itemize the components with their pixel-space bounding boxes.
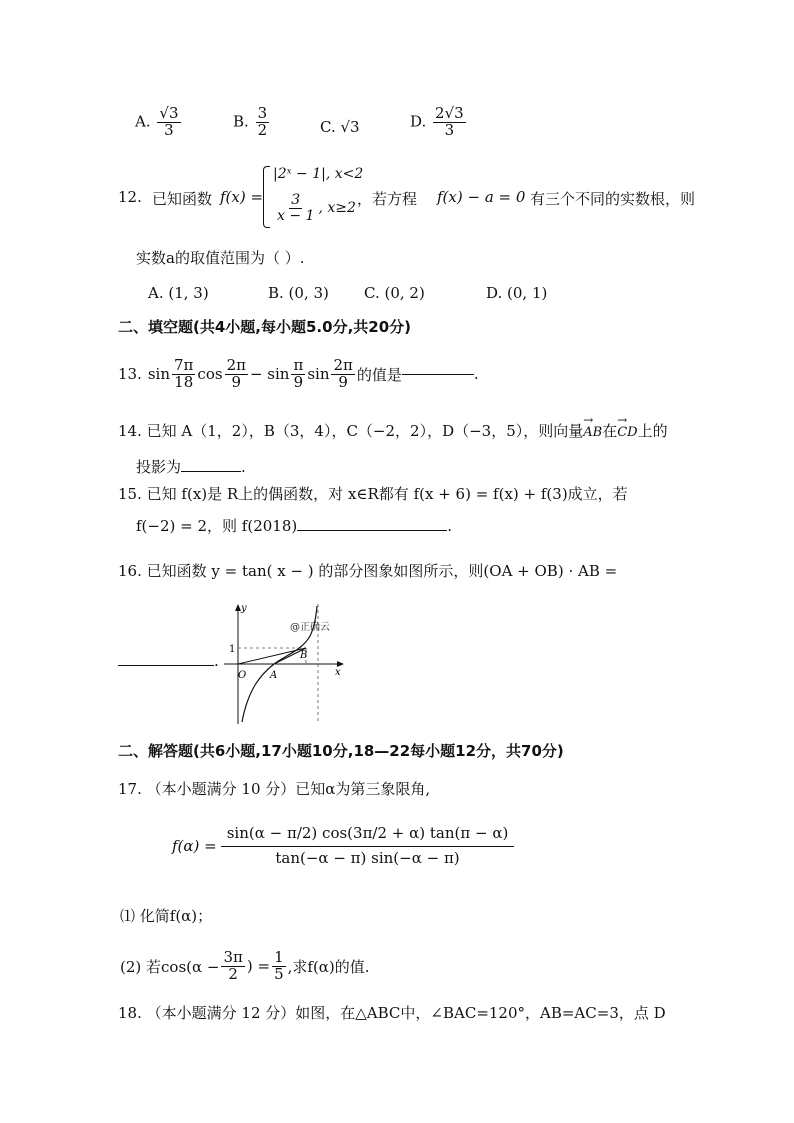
q14-number: 14. [118,422,142,440]
watermark-text: @正确云 [290,622,330,633]
q11-option-a-fraction: $\frac{√3}{3}$ [159,104,179,139]
q16-number: 16. [118,562,142,580]
q12-case1: |2ˣ − 1|, x<2 [273,166,364,182]
q17-intro: 17. （本小题满分 10 分）已知α为第三象限角, [118,780,431,798]
label-one: 1 [229,644,236,655]
q16-answer: . [118,652,219,670]
q12-line2: 实数a的取值范围为（ ）. [136,249,305,267]
section-solution-heading: 二、解答题(共6小题,17小题10分,18—22每小题12分，共70分) [118,742,564,760]
q12-equation: f(x) − a = 0 [437,188,526,206]
q11-option-a-label: A. [135,112,151,131]
q12-suffix: 有三个不同的实数根，则 [530,190,696,208]
q11-option-b-fraction: $\frac{3}{2}$ [257,104,268,139]
q11-option-b-label: B. [233,112,249,131]
q12-option-b: B. (0, 3) [268,284,329,302]
q12-option-a: A. (1, 3) [148,284,209,302]
q13-number: 13. [118,365,142,384]
q12-function: f(x) = [220,188,264,206]
q12-case2-fraction: $\frac{3}{x - 1}$ [277,192,315,224]
q14-line2: 投影为 . [136,458,246,476]
q16-line1: 16. 已知函数 y = tan( x − ) 的部分图象如图所示，则(OA + OB) · AB = [118,562,618,580]
q12-prefix: 已知函数 [152,190,213,208]
q17-denominator: tan(−α − π) sin(−α − π) [275,848,460,867]
q17-part2: (2) 若cos(α − $\frac{3\pi}{2}$ ) = $\frac{1}{5}$ ,求f(α)的值. [120,948,370,983]
q12-option-c: C. (0, 2) [364,284,425,302]
q11-option-c-value: √3 [340,118,360,136]
q13-answer-blank[interactable] [402,374,474,375]
section-fill-in-heading: 二、填空题(共4小题,每小题5.0分,共20分) [118,318,411,336]
segment-ob [238,648,306,664]
q17-part2-value-fraction: $\frac{1}{5}$ [274,948,284,983]
q13-frac3: $\frac{\pi}{9}$ [293,356,304,391]
q11-option-d [410,106,468,139]
vector-cd: → CD [617,425,637,440]
q12-brace [263,166,270,228]
q18-number: 18. [118,1004,142,1022]
q16-answer-blank[interactable] [118,665,214,666]
label-a: A [270,670,278,681]
q13-frac4: $\frac{2\pi}{9}$ [333,356,353,391]
q17-formula [172,822,516,871]
q15-number: 15. [118,485,142,503]
q13-frac2: $\frac{2\pi}{9}$ [226,356,246,391]
q11-option-c-label: C. [320,118,336,136]
q17-part1: ⑴ 化简f(α)； [120,907,213,925]
q12-case2: $\frac{3}{x - 1}$ , x≥2 [277,192,356,224]
q14-line1: 14. 已知 A（1，2），B（3，4），C（−2，2），D（−3，5），则向量→ AB在→ CD上的 [118,420,668,441]
q15-answer-blank[interactable] [297,530,447,531]
q16-tangent-graph [222,600,350,726]
q17-part2-angle-fraction: $\frac{3\pi}{2}$ [223,948,243,983]
label-y: y [241,603,247,614]
q11-option-b [233,106,271,139]
q17-main-fraction [221,822,515,871]
q15-line1: 15. 已知 f(x)是 R上的偶函数，对 x∈R都有 f(x + 6) = f(x) + f(3)成立，若 [118,485,628,503]
label-o: O [238,670,247,681]
q11-option-d-fraction: $\frac{2√3}{3}$ [435,104,464,139]
q17-number: 17. [118,780,142,798]
q17-numerator: sin(α − π/2) cos(3π/2 + α) tan(π − α) [221,822,515,847]
q11-options [135,106,183,139]
q11-option-d-label: D. [410,112,427,131]
label-b: B [300,650,308,661]
q14-answer-blank[interactable] [181,471,241,472]
q12-middle: ，若方程 [357,190,418,208]
q11-option-c [320,118,360,136]
q12-option-d: D. (0, 1) [486,284,548,302]
vector-ab: → AB [583,425,602,440]
q13-frac1: $\frac{7\pi}{18}$ [174,356,194,391]
q18-line1: 18. （本小题满分 12 分）如图，在△ABC中，∠BAC=120°，AB=AC=3，点 D [118,1004,666,1022]
q12-number: 12. [118,188,142,206]
q17-lhs: f(α) = [172,837,217,856]
q15-line2: f(−2) = 2，则 f(2018) . [136,517,452,535]
q13: 13. sin $\frac{7\pi}{18}$ cos $\frac{2\pi}{9}$ − sin $\frac{\pi}{9}$ sin $\frac{2\pi}{9}$ 的值是 . [118,356,479,391]
label-x: x [335,667,341,678]
